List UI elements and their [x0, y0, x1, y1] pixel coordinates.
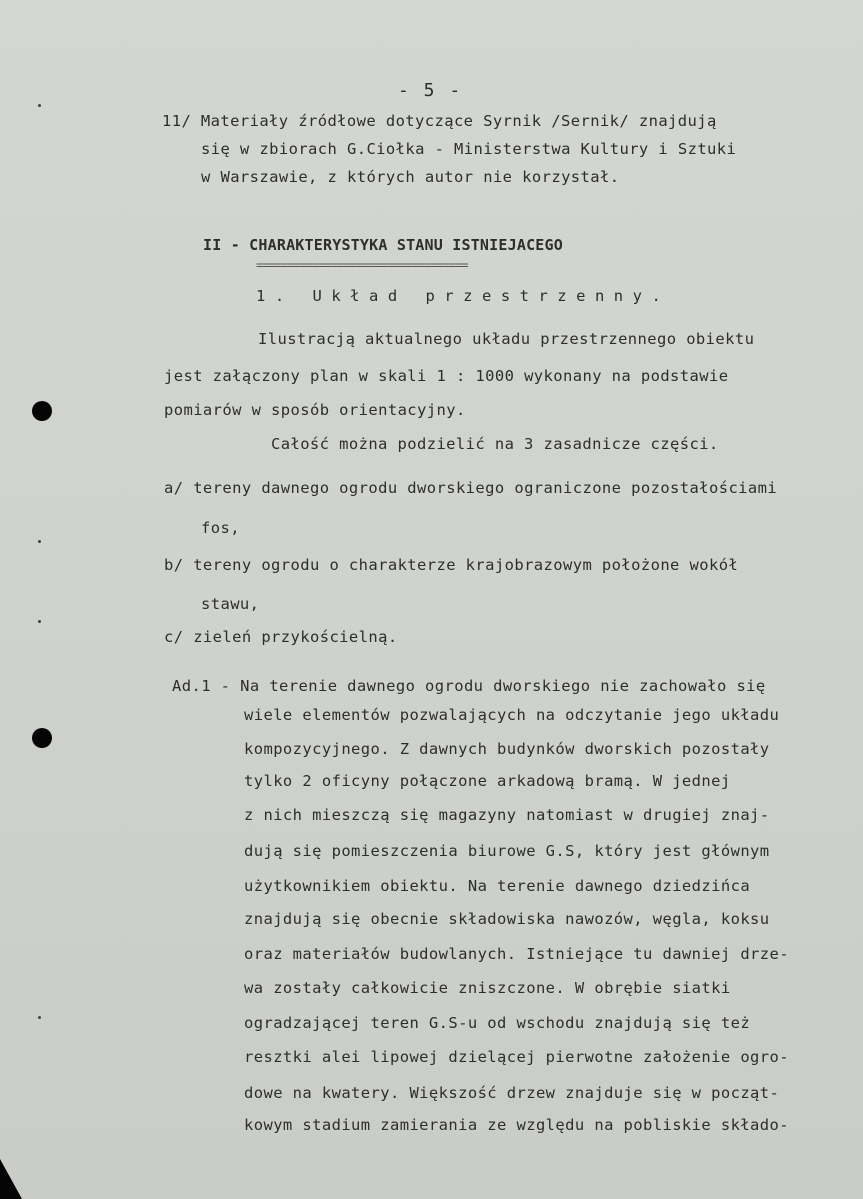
- ad1-line: dują się pomieszczenia biurowe G.S, który jest głównym: [244, 842, 770, 860]
- ad1-line: znajdują się obecnie składowiska nawozów, węgla, koksu: [244, 910, 770, 928]
- ad1-line: ogradzającej teren G.S-u od wschodu znajdują się też: [244, 1014, 751, 1032]
- margin-speck: [38, 620, 41, 623]
- margin-speck: [38, 540, 41, 543]
- subsection-heading: 1. Układ przestrzenny.: [256, 287, 671, 305]
- page-number: - 5 -: [398, 80, 463, 101]
- ad1-line: wa zostały całkowicie zniszczone. W obrębie siatki: [244, 979, 731, 997]
- ad1-line: Ad.1 - Na terenie dawnego ogrodu dworskiego nie zachowało się: [172, 677, 766, 695]
- list-item-c: c/ zieleń przykościelną.: [164, 628, 398, 646]
- item-11-line: w Warszawie, z których autor nie korzystał.: [201, 168, 620, 186]
- margin-speck: [38, 104, 41, 107]
- ad1-line: z nich mieszczą się magazyny natomiast w drugiej znaj-: [244, 806, 770, 824]
- list-item-a-cont: fos,: [201, 519, 240, 537]
- ad1-line: dowe na kwatery. Większość drzew znajduje się w począt-: [244, 1084, 780, 1102]
- torn-corner: [0, 1159, 22, 1199]
- punch-hole-bottom: [32, 728, 52, 748]
- list-item-a: a/ tereny dawnego ogrodu dworskiego ograniczone pozostałościami: [164, 479, 778, 497]
- ad1-line: oraz materiałów budowlanych. Istniejące tu dawniej drze-: [244, 945, 789, 963]
- item-11-line: 11/ Materiały źródłowe dotyczące Syrnik /Sernik/ znajdują: [162, 112, 717, 130]
- margin-speck: [38, 1016, 41, 1019]
- heading-underline: ==================================: [256, 258, 468, 272]
- list-item-b: b/ tereny ogrodu o charakterze krajobrazowym położone wokół: [164, 556, 739, 574]
- ad1-line: resztki alei lipowej dzielącej pierwotne założenie ogro-: [244, 1048, 789, 1066]
- paragraph-line: Całość można podzielić na 3 zasadnicze części.: [271, 435, 719, 453]
- ad1-line: wiele elementów pozwalających na odczytanie jego układu: [244, 706, 780, 724]
- ad1-line: kowym stadium zamierania ze względu na pobliskie składo-: [244, 1116, 789, 1134]
- paragraph-line: Ilustracją aktualnego układu przestrzennego obiektu: [258, 330, 755, 348]
- paragraph-line: pomiarów w sposób orientacyjny.: [164, 401, 466, 419]
- punch-hole-top: [32, 401, 52, 421]
- list-item-b-cont: stawu,: [201, 595, 260, 613]
- ad1-line: kompozycyjnego. Z dawnych budynków dworskich pozostały: [244, 740, 770, 758]
- item-11-line: się w zbiorach G.Ciołka - Ministerstwa Kultury i Sztuki: [201, 140, 737, 158]
- ad1-line: użytkownikiem obiektu. Na terenie dawnego dziedzińca: [244, 877, 751, 895]
- ad1-line: tylko 2 oficyny połączone arkadową bramą. W jednej: [244, 772, 731, 790]
- section-heading: II - CHARAKTERYSTYKA STANU ISTNIEJACEGO: [203, 236, 563, 254]
- paragraph-line: jest załączony plan w skali 1 : 1000 wykonany na podstawie: [164, 367, 729, 385]
